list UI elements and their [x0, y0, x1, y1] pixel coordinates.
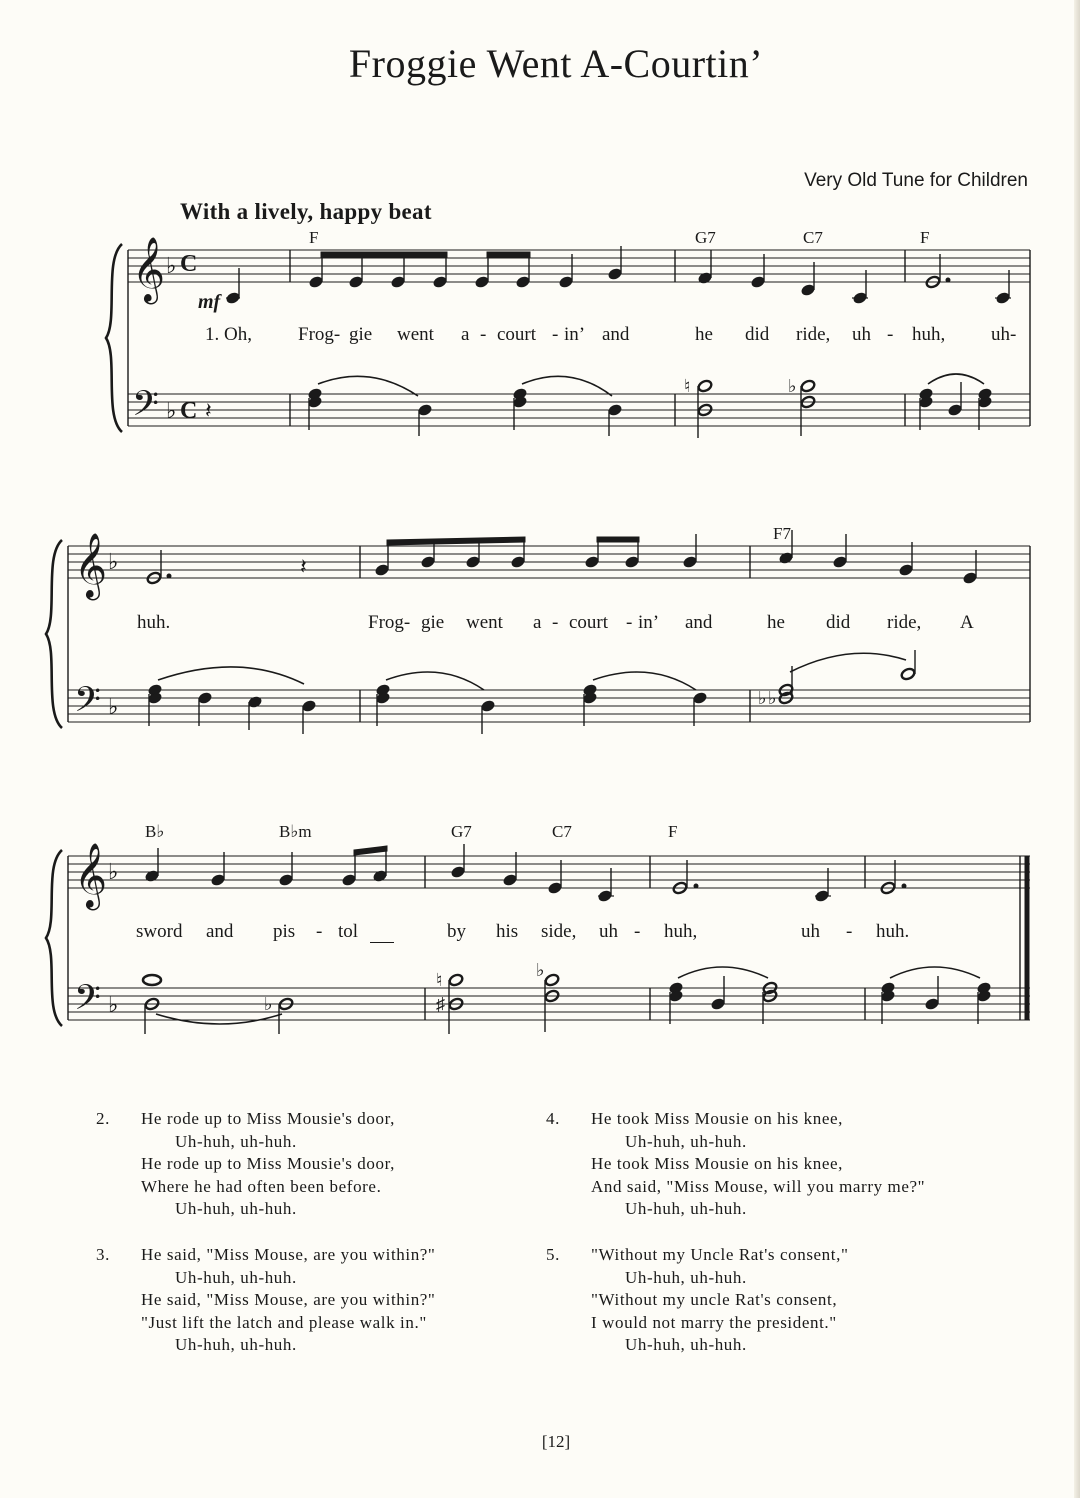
verse-line: Uh-huh, uh-huh. [175, 1267, 297, 1287]
lyric-syllable: Frog- [368, 612, 411, 633]
verse-line: "Just lift the latch and please walk in." [141, 1312, 427, 1332]
lyric-syllable: uh [852, 324, 871, 345]
tempo-marking: With a lively, happy beat [180, 199, 432, 224]
verse-number: 4. [546, 1109, 560, 1128]
lyric-syllable: huh, [664, 921, 698, 942]
chord-symbol: B♭m [279, 822, 312, 841]
verse-line: He rode up to Miss Mousie's door, [141, 1154, 396, 1173]
lyric-syllable: and [685, 612, 713, 633]
lyric-syllable: by [447, 921, 466, 942]
song-title: Froggie Went A-Courtin’ [348, 41, 764, 86]
verse-4 [546, 1108, 926, 1221]
flat-icon: ♭ [166, 253, 177, 278]
verse-line: Uh-huh, uh-huh. [175, 1335, 297, 1354]
chord-symbol: C7 [803, 228, 823, 247]
bass-clef-icon: 𝄢 [132, 386, 160, 432]
chord-symbol: F7 [773, 524, 791, 543]
lyric-syllable: huh, [912, 324, 946, 345]
verse-line: He took Miss Mousie on his knee, [591, 1154, 843, 1173]
chord-symbol: F [668, 822, 678, 841]
lyric-syllable: went [466, 612, 503, 633]
verse-line: Uh-huh, uh-huh. [625, 1131, 747, 1151]
quarter-rest-icon: 𝄽 [205, 398, 212, 423]
page-number: [12] [541, 1432, 571, 1451]
verse-line: He said, "Miss Mouse, are you within?" [141, 1245, 436, 1264]
lyric-syllable: gie [421, 612, 445, 633]
svg-text:♭: ♭ [264, 994, 273, 1014]
lyric-syllable: side, [541, 921, 577, 942]
song-credit: Very Old Tune for Children [804, 170, 1028, 191]
common-time-icon: C [180, 398, 198, 424]
lyric-syllable: A [960, 612, 974, 633]
lyric-syllable: uh [599, 921, 618, 942]
verse-line: "Without my Uncle Rat's consent," [591, 1245, 849, 1264]
verse-line: I would not marry the president." [591, 1312, 837, 1332]
lyric-syllable: - [316, 921, 323, 942]
verse-5 [546, 1244, 849, 1357]
svg-text:♭: ♭ [758, 688, 767, 708]
lyric-syllable: court [497, 324, 537, 345]
bass-clef-icon: 𝄢 [74, 682, 102, 728]
lyric-syllable: did [745, 324, 770, 345]
svg-text:♭: ♭ [788, 376, 797, 396]
svg-text:♭: ♭ [768, 688, 777, 708]
clefs-and-keys [74, 237, 307, 1026]
verse-number: 3. [96, 1245, 110, 1264]
lyric-syllable: huh. [137, 612, 171, 633]
treble-clef-icon: 𝄞 [74, 845, 108, 907]
verse-number: 2. [96, 1109, 110, 1128]
verse-line: Uh-huh, uh-huh. [625, 1199, 747, 1218]
treble-clef-icon: 𝄞 [74, 535, 108, 597]
chord-symbol: G7 [695, 228, 716, 247]
verse-line: And said, "Miss Mouse, will you marry me?" [591, 1176, 926, 1196]
treble-clef-icon: 𝄞 [132, 239, 166, 301]
dynamic-marking: mf [198, 291, 221, 313]
chord-symbol: C7 [552, 822, 572, 841]
lyric-syllable: - [846, 921, 853, 942]
lyric-extender [370, 942, 394, 943]
lyric-syllable: he [767, 612, 785, 633]
lyric-syllable: - [634, 921, 641, 942]
verse-number: 5. [546, 1245, 560, 1264]
lyric-syllable: uh [801, 921, 820, 942]
lyric-syllable: huh. [876, 921, 910, 942]
lyric-syllable: - [480, 324, 487, 345]
lyric-syllable: - [552, 324, 559, 345]
lyric-syllable: in’ [638, 612, 660, 633]
lyric-syllable: Frog- [298, 324, 341, 345]
lyric-syllable: tol [338, 921, 359, 942]
svg-text:♮: ♮ [684, 376, 691, 396]
lyric-syllable: - [552, 612, 559, 633]
lyric-syllable: sword [136, 921, 183, 942]
lyric-syllable: ride, [887, 612, 922, 633]
verse-line: Where he had often been before. [141, 1176, 382, 1196]
lyric-syllable: court [569, 612, 609, 633]
chord-symbol: F [920, 228, 930, 247]
verse-3 [96, 1244, 436, 1357]
flat-icon: ♭ [166, 398, 177, 423]
quarter-rest-icon: 𝄽 [300, 554, 307, 579]
verse-line: He took Miss Mousie on his knee, [591, 1109, 843, 1128]
svg-text:♮: ♮ [436, 970, 443, 990]
verse-line: Uh-huh, uh-huh. [175, 1131, 297, 1151]
verse-line: He rode up to Miss Mousie's door, [141, 1109, 396, 1128]
common-time-icon: C [180, 251, 198, 277]
lyric-syllable: and [602, 324, 630, 345]
lyric-syllable: in’ [564, 324, 586, 345]
lyric-syllable: a [461, 324, 470, 345]
flat-icon: ♭ [108, 694, 119, 719]
svg-text:♯: ♯ [436, 994, 445, 1014]
lyric-syllable: - [626, 612, 633, 633]
system-2-staves [46, 540, 1030, 728]
verse-line: Uh-huh, uh-huh. [175, 1199, 297, 1218]
lyric-syllable: a [533, 612, 542, 633]
lyric-syllable: did [826, 612, 851, 633]
lyric-syllable: gie [349, 324, 373, 345]
lyric-syllable: went [397, 324, 434, 345]
chord-symbol: G7 [451, 822, 472, 841]
flat-icon: ♭ [108, 859, 119, 884]
lyric-syllable: he [695, 324, 713, 345]
lyric-syllable: his [496, 921, 519, 942]
bass-clef-icon: 𝄢 [74, 980, 102, 1026]
flat-icon: ♭ [108, 992, 119, 1017]
chord-symbol: F [309, 228, 319, 247]
chord-symbol: B♭ [145, 822, 165, 841]
verse-line: "Without my uncle Rat's consent, [591, 1290, 838, 1309]
lyric-syllable: - [887, 324, 894, 345]
flat-icon: ♭ [108, 549, 119, 574]
lyric-syllable: 1. Oh, [205, 324, 252, 345]
svg-text:♭: ♭ [536, 960, 545, 980]
verse-line: He said, "Miss Mouse, are you within?" [141, 1290, 436, 1309]
verse-line: Uh-huh, uh-huh. [625, 1335, 747, 1354]
lyric-syllable: uh- [991, 324, 1017, 345]
verse-2 [96, 1108, 396, 1221]
verse-line: Uh-huh, uh-huh. [625, 1267, 747, 1287]
lyric-syllable: pis [273, 921, 296, 942]
lyric-syllable: ride, [796, 324, 831, 345]
lyric-syllable: and [206, 921, 234, 942]
system-2-notes [146, 530, 977, 734]
